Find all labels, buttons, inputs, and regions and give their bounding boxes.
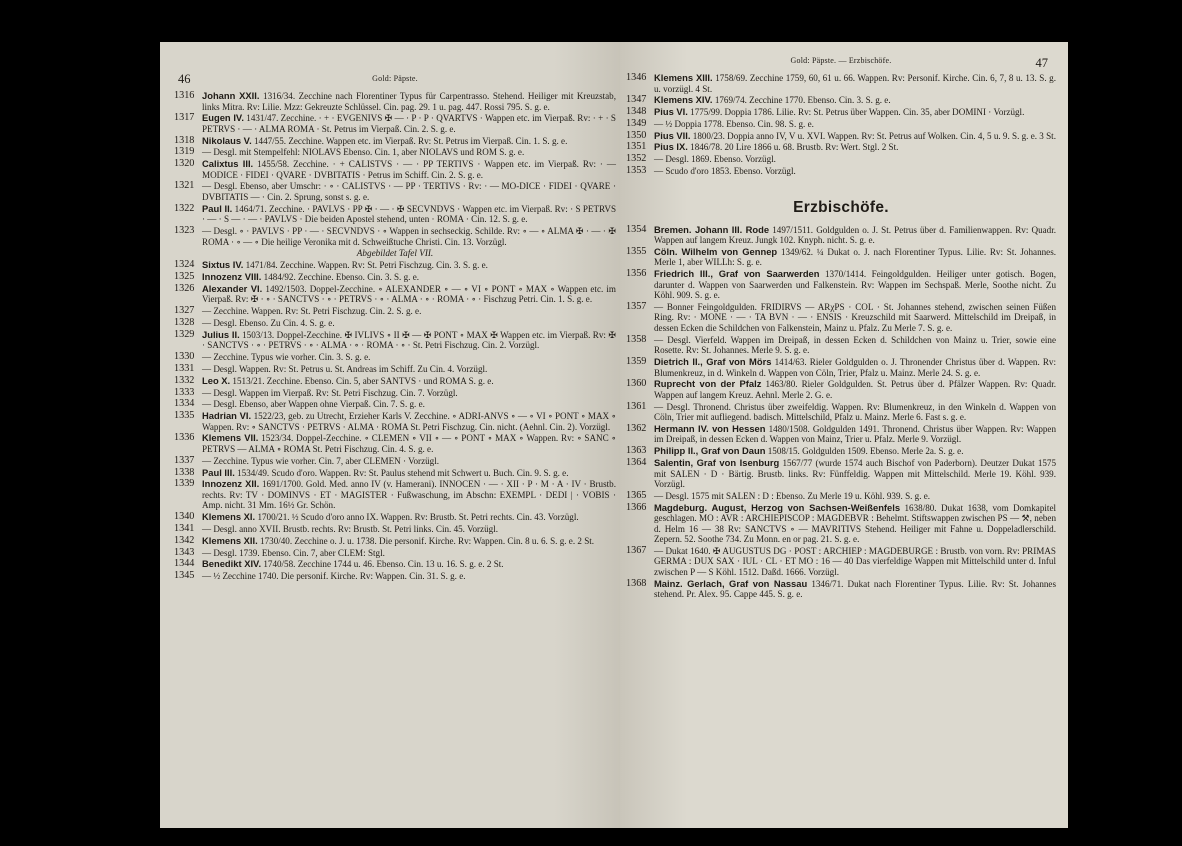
entry-text xyxy=(654,402,1056,423)
entry-number: 1337 xyxy=(174,454,195,466)
entry-text xyxy=(202,284,616,305)
entry-ruler-name: Eugen IV. xyxy=(202,112,244,124)
catalog-entry xyxy=(174,204,616,225)
entry-description: — Bonner Feingoldgulden. FRIDIRVS — ARχPS · COL · St. Johannes stehend, zwischen seinen Füßen Ring. Rv: · MONE · — · TA BVN · — · ENSIS · Kreuzschild mit Saarwerd. Mittelschild im Dreipaß, in dessen Ecken die Schildchen von Falkenstein, Mainz u. Pfalz. Zu Merle 7. S. g. e. xyxy=(654,301,1056,333)
entry-description: 1346/71. Dukat nach Florentiner Typus. Lilie. Rv: St. Johannes stehend. Pr. Alex. 95. Cappe 445. S. g. e. xyxy=(654,578,1056,600)
entry-ruler-name: Johann XXII. xyxy=(202,90,260,101)
entry-description: 1316/34. Zecchine nach Florentiner Typus für Carpentrasso. Stehend. Heiliger mit Kreuzstab, links Mitra. Rv: Lilie. Mzz: Gekreuzte Schlüssel. Cin. pag. 29. 1 u. pag. 447. Rossi 795. S. g. e. xyxy=(202,91,616,112)
entry-ruler-name: Alexander VI. xyxy=(202,282,263,294)
entry-description: 1497/1511. Goldgulden o. J. St. Petrus über d. Familienwappen. Rv: Quadr. Wappen auf langem Kreuz. Jungk 102. Knyph. nicht. S. g. e. xyxy=(654,224,1057,246)
catalog-entry xyxy=(174,364,616,375)
entry-description: 1638/80. Dukat 1638, vom Domkapitel geschlagen. MO : AVR : ARCHIEPISCOP : MAGDEBVR : Behelmt. Stiftswappen zwischen PS — ⚒, neben d. Helm 16 — 38 Rv: SANCTVS ∘ — MAVRITIVS Stehend. Heiliger mit Fahne u. Doppeladlerschild. Zepern. 52. Soothe 734. Zu Monn. en or pag. 21. S. g. e. xyxy=(654,502,1057,545)
page-number: 47 xyxy=(1035,56,1048,70)
entry-number: 1357 xyxy=(626,300,647,312)
entry-description: 1740/58. Zecchine 1744 u. 46. Ebenso. Cin. 13 u. 16. S. g. e. 2 St. xyxy=(263,559,504,570)
catalog-entry xyxy=(174,559,616,570)
catalog-entry xyxy=(626,503,1056,545)
entry-number: 1316 xyxy=(174,90,195,101)
entry-ruler-name: Julius II. xyxy=(202,328,240,340)
entry-number: 1332 xyxy=(174,374,195,386)
entry-description: — Dukat 1640. ✠ AUGUSTUS DG · POST : ARCHIEP : MAGDEBURGE : Brustb. von vorn. Rv: PRIMAS GERMA : DUX SAX · IUL · CL · ET MO : 16 — 40 Das vierfeldige Wappen mit Mittelschild unter d. Inful zwischen P — S Köhl. 1512. Daßd. 1666. Vorzügl. xyxy=(654,545,1056,577)
entry-number: 1352 xyxy=(626,153,647,165)
entry-text xyxy=(202,136,616,147)
entry-ruler-name: Dietrich II., Graf von Mörs xyxy=(654,356,772,368)
catalog-entry xyxy=(174,318,616,329)
entry-number: 1330 xyxy=(174,351,195,363)
entry-number: 1348 xyxy=(626,106,647,118)
entry-description: 1523/34. Doppel-Zecchine. ∘ CLEMEN ∘ VII ∘ — ∘ PONT ∘ MAX ∘ Wappen. Rv: ∘ SANC ∘ PETRVS — ALMA ∘ ROMA St. Petri Fischzug. Cin. 4. S. g. e. xyxy=(202,433,616,454)
catalog-entry xyxy=(174,284,616,305)
catalog-entry xyxy=(174,399,616,410)
catalog-entry xyxy=(174,226,616,247)
catalog-entry xyxy=(626,225,1056,246)
entry-number: 1324 xyxy=(174,259,195,271)
entry-text xyxy=(654,247,1056,268)
entry-ruler-name: Mainz. Gerlach, Graf von Nassau xyxy=(654,577,808,589)
entry-number: 1317 xyxy=(174,112,195,124)
entry-ruler-name: Klemens XI. xyxy=(202,511,256,523)
entry-description: 1480/1508. Goldgulden 1491. Thronend. Christus über Wappen. Rv: Wappen im Dreipaß, in dessen Ecken d. Wappen von Mainz, Trier u. Pfalz. Merle 9. Vorzügl. xyxy=(654,423,1056,445)
entry-number: 1327 xyxy=(174,305,195,317)
entry-number: 1365 xyxy=(626,489,647,501)
running-header: Gold: Päpste. — Erzbischöfe. xyxy=(790,56,892,65)
entry-number: 1329 xyxy=(174,328,195,340)
entry-list xyxy=(626,225,1056,600)
catalog-entry xyxy=(174,91,616,112)
catalog-entry xyxy=(626,119,1056,130)
entry-text xyxy=(202,399,616,410)
entry-text xyxy=(202,91,616,112)
entry-text xyxy=(654,269,1056,301)
entry-ruler-name: Philipp II., Graf von Daun xyxy=(654,445,766,457)
entry-number: 1347 xyxy=(626,94,647,106)
entry-text xyxy=(202,364,616,375)
entry-text xyxy=(654,119,1056,130)
catalog-entry xyxy=(174,272,616,283)
entry-description: 1508/15. Goldgulden 1509. Ebenso. Merle 2a. S. g. e. xyxy=(767,446,964,457)
entry-text xyxy=(654,225,1056,246)
page-number: 46 xyxy=(178,72,191,86)
right-page xyxy=(620,42,1068,828)
catalog-entry xyxy=(174,376,616,387)
entry-description: — Desgl. 1575 mit SALEN : D : Ebenso. Zu Merle 19 u. Köhl. 939. S. g. e. xyxy=(654,490,931,501)
entry-ruler-name: Paul III. xyxy=(202,466,235,478)
entry-text xyxy=(202,479,616,511)
catalog-entry xyxy=(174,113,616,134)
entry-ruler-name: Cöln. Wilhelm von Gennep xyxy=(654,245,778,257)
entry-ruler-name: Nikolaus V. xyxy=(202,134,252,146)
entry-number: 1326 xyxy=(174,282,195,294)
entry-number: 1340 xyxy=(174,511,195,523)
catalog-entry xyxy=(174,260,616,271)
catalog-entry xyxy=(174,388,616,399)
entry-description: 1730/40. Zecchine o. J. u. 1738. Die personif. Kirche. Rv: Wappen. Cin. 8 u. 6. S. g. e. 2 St. xyxy=(260,535,595,546)
entry-description: 1492/1503. Doppel-Zecchine. ∘ ALEXANDER ∘ — ∘ VI ∘ PONT ∘ MAX ∘ Wappen etc. im Vierpaß. Rv: ✠ · ∘ · SANCTVS · ∘ · PETRVS · ∘ · ALMA · ∘ · ROMA · ∘ · Fischzug Petri. Cin. 1. S. g. e. xyxy=(202,283,616,305)
entry-text xyxy=(202,468,616,479)
entry-description: 1522/23, geb. zu Utrecht, Erzieher Karls V. Zecchine. ∘ ADRI-ANVS ∘ — ∘ VI ∘ PONT ∘ MAX ∘ Wappen. Rv: ∘ SANCTVS · PETRVS · ALMA · ROMA St. Petri Fischzug. Cin. nicht. (Aehnl. Cin. 2). Vorzügl. xyxy=(202,411,616,432)
entry-description: — Scudo d'oro 1853. Ebenso. Vorzügl. xyxy=(654,166,796,177)
entry-text xyxy=(654,546,1056,578)
entry-number: 1341 xyxy=(174,522,195,534)
entry-number: 1322 xyxy=(174,202,195,214)
entry-text xyxy=(202,559,616,570)
catalog-entry xyxy=(174,468,616,479)
catalog-entry xyxy=(626,335,1056,356)
entry-text xyxy=(654,166,1056,177)
catalog-entry xyxy=(174,479,616,511)
entry-ruler-name: Ruprecht von der Pfalz xyxy=(654,378,762,390)
entry-ruler-name: Benedikt XIV. xyxy=(202,558,262,570)
entry-ruler-name: Paul II. xyxy=(202,202,233,214)
entry-text xyxy=(202,388,616,399)
entry-text xyxy=(202,524,616,535)
entry-text xyxy=(202,306,616,317)
entry-text xyxy=(654,107,1056,118)
catalog-entry xyxy=(626,107,1056,118)
entry-text xyxy=(202,147,616,158)
entry-text xyxy=(202,204,616,225)
entry-description: 1846/78. 20 Lire 1866 u. 68. Brustb. Rv: Wert. Stgl. 2 St. xyxy=(690,142,899,153)
entry-ruler-name: Sixtus IV. xyxy=(202,259,244,271)
catalog-entry xyxy=(626,491,1056,502)
catalog-entry xyxy=(626,95,1056,106)
catalog-entry xyxy=(174,548,616,559)
entry-number: 1346 xyxy=(626,72,647,83)
catalog-entry xyxy=(174,456,616,467)
entry-description: 1513/21. Zecchine. Ebenso. Cin. 5, aber SANTVS · und ROMA S. g. e. xyxy=(232,375,494,386)
entry-number: 1355 xyxy=(626,245,647,257)
entry-text xyxy=(202,411,616,432)
entry-number: 1368 xyxy=(626,577,647,589)
entry-text xyxy=(654,458,1056,490)
entry-description: — Zecchine. Typus wie vorher. Cin. 7, aber CLEMEN · Vorzügl. xyxy=(202,455,440,466)
catalog-entry xyxy=(626,166,1056,177)
catalog-entry xyxy=(626,379,1056,400)
entry-text xyxy=(654,379,1056,400)
catalog-entry xyxy=(626,424,1056,445)
entry-text xyxy=(654,302,1056,334)
entry-number: 1349 xyxy=(626,117,647,129)
entry-description: — Desgl. Ebenso, aber Umschr: · ∘ · CALISTVS · — PP · TERTIVS · Rv: · — MO-DICE · FIDEI · QVARE · DVBITATIS — · Cin. 2. Sprung, sonst s. g. e. xyxy=(202,181,616,202)
catalog-entry xyxy=(626,579,1056,600)
entry-ruler-name: Hadrian VI. xyxy=(202,410,252,422)
entry-text xyxy=(202,330,616,351)
entry-description: 1484/92. Zecchine. Ebenso. Cin. 3. S. g. e. xyxy=(263,272,419,283)
entry-description: — ½ Doppia 1778. Ebenso. Cin. 98. S. g. e. xyxy=(654,118,814,129)
entry-number: 1351 xyxy=(626,141,647,153)
entry-ruler-name: Leo X. xyxy=(202,374,231,386)
entry-description: — Desgl. anno XVII. Brustb. rechts. Rv: Brustb. St. Petri links. Cin. 45. Vorzügl. xyxy=(202,523,498,534)
entry-text xyxy=(202,318,616,329)
entry-description: — Desgl. Ebenso, aber Wappen ohne Vierpaß. Cin. 7. S. g. e. xyxy=(202,399,425,410)
entry-number: 1354 xyxy=(626,223,647,235)
entry-text xyxy=(202,226,616,247)
entry-ruler-name: Salentin, Graf von Isenburg xyxy=(654,457,780,469)
catalog-entry xyxy=(174,147,616,158)
entry-number: 1336 xyxy=(174,432,195,444)
catalog-entry xyxy=(174,433,616,454)
catalog-entry xyxy=(174,352,616,363)
entry-description: 1775/99. Doppia 1786. Lilie. Rv: St. Petrus über Wappen. Cin. 35, aber DOMINI · Vorzügl. xyxy=(690,107,1025,118)
entry-number: 1319 xyxy=(174,146,195,158)
catalog-entry xyxy=(174,306,616,317)
entry-description: — Zecchine. Wappen. Rv: St. Petri Fischzug. Cin. 2. S. g. e. xyxy=(202,306,422,317)
entry-number: 1323 xyxy=(174,225,195,237)
entry-number: 1363 xyxy=(626,445,647,457)
entry-ruler-name: Innozenz VIII. xyxy=(202,271,262,283)
catalog-entry xyxy=(174,524,616,535)
entry-number: 1333 xyxy=(174,386,195,398)
entry-ruler-name: Pius VII. xyxy=(654,129,691,141)
entry-text xyxy=(202,512,616,523)
entry-text xyxy=(654,424,1056,445)
entry-number: 1320 xyxy=(174,158,195,170)
entry-description: 1463/80. Rieler Goldgulden. St. Petrus über d. Pfälzer Wappen. Rv: Quadr. Wappen auf langem Kreuz. Aehnl. Merle 2. G. e. xyxy=(654,379,1056,400)
catalog-entry xyxy=(626,402,1056,423)
entry-number: 1356 xyxy=(626,268,647,280)
entry-text xyxy=(202,113,616,134)
catalog-entry xyxy=(626,131,1056,142)
entry-text xyxy=(654,491,1056,502)
entry-description: 1758/69. Zecchine 1759, 60, 61 u. 66. Wappen. Rv: Personif. Kirche. Cin. 6, 7, 8 u. 13. S. g. u. vorzügl. 4 St. xyxy=(654,73,1056,94)
entry-number: 1362 xyxy=(626,422,647,434)
entry-ruler-name: Klemens XII. xyxy=(202,534,258,546)
entry-number: 1358 xyxy=(626,333,647,345)
catalog-entry xyxy=(626,142,1056,153)
entry-text xyxy=(202,272,616,283)
entry-description: 1447/55. Zecchine. Wappen etc. im Vierpaß. Rv: St. Petrus im Vierpaß. Cin. 1. S. g. e. xyxy=(253,135,568,146)
catalog-entry xyxy=(626,546,1056,578)
entry-number: 1361 xyxy=(626,400,647,412)
entry-text xyxy=(202,352,616,363)
entry-number: 1331 xyxy=(174,362,195,374)
entry-ruler-name: Hermann IV. von Hessen xyxy=(654,422,766,434)
entry-description: — Desgl. Thronend. Christus über zweifeldig. Wappen. Rv: Blumenkreuz, in den Winkeln d. Wappen von Cöln, Trier mit aufliegend. badisch. Mittelschild, Pfalz u. Mainz. Merle 6. Fast s. g. e. xyxy=(654,401,1056,423)
left-page xyxy=(160,42,624,828)
entry-description: — Desgl. Ebenso. Zu Cin. 4. S. g. e. xyxy=(202,318,335,329)
entry-description: 1503/13. Doppel-Zecchine. ✠ IVLIVS ∘ II ✠ — ✠ PONT ∘ MAX ✠ Wappen etc. im Vierpaß. Rv: ✠ · SANCTVS · ∘ · PETRVS · ∘ · ALMA · ∘ · ROMA · ∘ · St. Petri Fischzug. Cin. 2. Vorzügl. xyxy=(202,329,616,351)
catalog-entry xyxy=(174,136,616,147)
entry-number: 1318 xyxy=(174,134,195,146)
entry-description: — Desgl. mit Stempelfehl: NIOLAVS Ebenso. Cin. 1, aber NIOLAVS und ROM S. g. e. xyxy=(202,147,525,158)
entry-text xyxy=(202,159,616,180)
entry-number: 1321 xyxy=(174,180,195,192)
entry-number: 1339 xyxy=(174,478,195,490)
entry-number: 1366 xyxy=(626,501,647,513)
catalog-entry xyxy=(174,411,616,432)
entry-number: 1364 xyxy=(626,457,647,469)
entry-number: 1353 xyxy=(626,165,647,177)
entry-description: 1370/1414. Feingoldgulden. Heiliger unter gotisch. Bogen, darunter d. Wappen von Saarwerden und Falkenstein. Rv: Wappen im Sechspaß. Merle, Soothe nicht. Zu Köhl. 909. S. g. e. xyxy=(654,269,1056,301)
entry-ruler-name: Calixtus III. xyxy=(202,158,254,170)
catalog-entry xyxy=(626,458,1056,490)
catalog-entry xyxy=(626,247,1056,268)
catalog-entry xyxy=(626,269,1056,301)
entry-text xyxy=(654,446,1056,457)
entry-number: 1367 xyxy=(626,544,647,556)
entry-text xyxy=(202,536,616,547)
entry-ruler-name: Klemens XIII. xyxy=(654,72,713,83)
entry-description: — Desgl. ∘ · PAVLVS · PP · — · SECVNDVS · ∘ Wappen in sechseckig. Schilde. Rv: ∘ — ∘ ALMA ✠ · — · ✠ ROMA · ∘ — ∘ Die heilige Veronika mit d. Schweißtuche Christi. Cin. 13. Vorzügl. xyxy=(202,226,616,247)
entry-ruler-name: Friedrich III., Graf von Saarwerden xyxy=(654,268,820,280)
entry-description: 1349/62. ¼ Dukat o. J. nach Florentiner Typus. Lilie. Rv: St. Johannes. Merle 1, aber WILLh: S. g. e. xyxy=(654,246,1057,268)
entry-number: 1335 xyxy=(174,410,195,422)
catalog-entry xyxy=(626,302,1056,334)
catalog-entry xyxy=(174,571,616,582)
entry-description: — Desgl. 1869. Ebenso. Vorzügl. xyxy=(654,154,776,165)
entry-number: 1344 xyxy=(174,558,195,570)
entry-text xyxy=(202,260,616,271)
entry-description: — Desgl. Vierfeld. Wappen im Dreipaß, in dessen Ecken d. Schildchen von Mainz u. Trier, sowie eine Rosette. Rv: St. Johannes. Merle 9. S. g. e. xyxy=(654,334,1056,356)
entry-text xyxy=(202,548,616,559)
entry-list xyxy=(174,91,616,582)
entry-ruler-name: Magdeburg. August, Herzog von Sachsen-Weißenfels xyxy=(654,501,901,513)
catalog-entry xyxy=(174,330,616,351)
section-title: Erzbischöfe. xyxy=(793,198,889,216)
entry-number: 1350 xyxy=(626,129,647,141)
entry-description: 1567/77 (wurde 1574 auch Bischof von Paderborn). Deutzer Dukat 1575 mit SALEN · D · Bärtig. Brustb. links. Rv: Fünffeldig. Wappen mit Mittelschild. Merle 19. Köhl. 939. Vorzügl. xyxy=(654,458,1057,490)
entry-description: 1800/23. Doppia anno IV, V u. XVI. Wappen. Rv: St. Petrus auf Wolken. Cin. 4, 5 u. 9. S. g. e. 3 St. xyxy=(692,130,1056,141)
catalog-entry xyxy=(626,73,1056,94)
catalog-entry xyxy=(174,536,616,547)
entry-ruler-name: Klemens XIV. xyxy=(654,94,713,106)
entry-description: — Desgl. Wappen. Rv: St. Petrus u. St. Andreas im Schiff. Zu Cin. 4. Vorzügl. xyxy=(202,363,488,374)
entry-number: 1338 xyxy=(174,466,195,478)
entry-number: 1360 xyxy=(626,378,647,390)
entry-text xyxy=(202,433,616,454)
catalog-entry xyxy=(626,446,1056,457)
entry-description: 1700/21. ½ Scudo d'oro anno IX. Wappen. Rv: Brustb. St. Petri rechts. Cin. 43. Vorzügl. xyxy=(257,512,579,523)
catalog-entry xyxy=(174,181,616,202)
entry-text xyxy=(202,376,616,387)
entry-description: 1691/1700. Gold. Med. anno IV (v. Hamerani). INNOCEN · — · XII · P · M · A · IV · Brustb. rechts. Rv: TV · DOMINVS · ET · MAGISTER · Fußwaschung, im Abschn: EXEMPL · DEDI | · VOBIS · Amp. nicht. 31 Mm. 16½ Gr. Schön. xyxy=(202,479,616,511)
entry-number: 1328 xyxy=(174,317,195,329)
entry-description: 1769/74. Zecchine 1770. Ebenso. Cin. 3. S. g. e. xyxy=(714,95,891,106)
entry-description: — Zecchine. Typus wie vorher. Cin. 3. S. g. e. xyxy=(202,352,371,363)
entry-ruler-name: Klemens VII. xyxy=(202,432,259,444)
entry-number: 1325 xyxy=(174,271,195,283)
entry-description: — ½ Zecchine 1740. Die personif. Kirche. Rv: Wappen. Cin. 31. S. g. e. xyxy=(202,571,466,582)
entry-description: 1414/63. Rieler Goldgulden o. J. Thronender Christus über d. Wappen. Rv: Blumenkreuz, in d. Winkeln d. Wappen von Cöln, Trier, Pfalz u. Mainz. Merle 24. S. g. e. xyxy=(654,357,1056,378)
running-header: Gold: Päpste. xyxy=(372,74,418,83)
entry-description: 1534/49. Scudo d'oro. Wappen. Rv: St. Paulus stehend mit Schwert u. Buch. Cin. 9. S. g. e. xyxy=(237,467,569,478)
entry-ruler-name: Pius IX. xyxy=(654,141,688,153)
entry-description: 1431/47. Zecchine. · + · EVGENIVS ✠ — · P · P · QVARTVS · Wappen etc. im Vierpaß. Rv: · + · S PETRVS · — · ALMA ROMA · St. Petrus im Vierpaß. Cin. 2. S. g. e. xyxy=(202,113,616,134)
entry-description: 1455/58. Zecchine. · + CALISTVS · — · PP TERTIVS · Wappen etc. im Vierpaß. Rv: · — MODICE · FIDEI · QVARE · DVBITATIS · Petrus im Schiff. Cin. 2. S. g. e. xyxy=(202,159,616,180)
entry-ruler-name: Bremen. Johann III. Rode xyxy=(654,223,770,235)
entry-text xyxy=(202,456,616,467)
entry-text xyxy=(654,579,1056,600)
entry-description: 1471/84. Zecchine. Wappen. Rv: St. Petri Fischzug. Cin. 3. S. g. e. xyxy=(245,260,488,271)
catalog-entry xyxy=(626,357,1056,378)
entry-text xyxy=(654,335,1056,356)
entry-text xyxy=(654,142,1056,153)
entry-number: 1359 xyxy=(626,356,647,368)
entry-number: 1334 xyxy=(174,398,195,410)
plate-caption: Abgebildet Tafel VII. xyxy=(356,248,434,259)
entry-description: — Desgl. 1739. Ebenso. Cin. 7, aber CLEM: Stgl. xyxy=(202,547,385,558)
entry-ruler-name: Pius VI. xyxy=(654,106,688,118)
entry-list xyxy=(626,73,1056,177)
entry-number: 1343 xyxy=(174,546,195,558)
entry-text xyxy=(654,503,1056,545)
catalog-entry xyxy=(174,512,616,523)
entry-number: 1342 xyxy=(174,534,195,546)
entry-description: — Desgl. Wappen im Vierpaß. Rv: St. Petri Fischzug. Cin. 7. Vorzügl. xyxy=(202,387,458,398)
entry-ruler-name: Innozenz XII. xyxy=(202,478,260,490)
entry-description: 1464/71. Zecchine. · PAVLVS · PP ✠ · — · ✠ SECVNDVS · Wappen etc. im Vierpaß. Rv: · S PETRVS · — · S — · — · PAVLVS · Die beiden Apostel stehend, unten · ROMA · Cin. 12. S. g. e. xyxy=(202,203,616,225)
entry-text xyxy=(654,357,1056,378)
entry-text xyxy=(202,181,616,202)
catalog-entry xyxy=(626,154,1056,165)
entry-text xyxy=(654,131,1056,142)
entry-text xyxy=(202,571,616,582)
entry-number: 1345 xyxy=(174,570,195,582)
entry-text xyxy=(654,95,1056,106)
catalog-entry xyxy=(174,159,616,180)
entry-text xyxy=(654,73,1056,94)
entry-text xyxy=(654,154,1056,165)
